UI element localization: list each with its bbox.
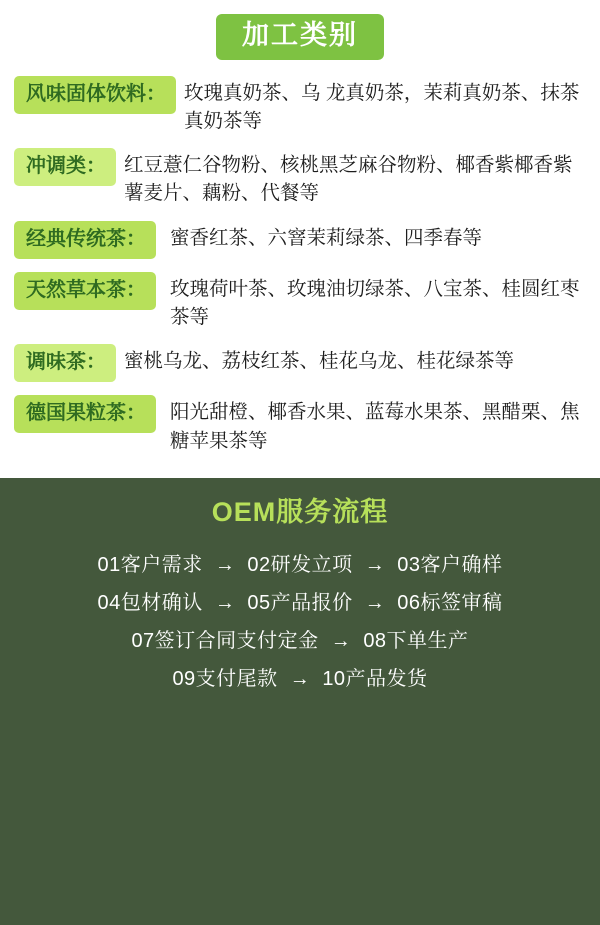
arrow-icon: → bbox=[364, 554, 386, 577]
category-label: 天然草本茶： bbox=[14, 272, 156, 310]
arrow-icon: → bbox=[330, 630, 352, 653]
flow-step: 09支付尾款 bbox=[172, 668, 278, 691]
category-row bbox=[0, 148, 600, 208]
oem-title: OEM服务流程 bbox=[211, 496, 389, 527]
flow-step: 06标签审稿 bbox=[397, 592, 503, 615]
flow-step: 07签订合同支付定金 bbox=[131, 630, 319, 653]
category-label: 风味固体饮料： bbox=[14, 76, 176, 114]
flow-line bbox=[0, 584, 600, 622]
arrow-icon: → bbox=[289, 668, 311, 691]
category-value: 阳光甜橙、椰香水果、蓝莓水果茶、黑醋栗、焦糖苹果茶等 bbox=[170, 401, 580, 452]
category-row bbox=[0, 76, 600, 136]
category-row bbox=[0, 221, 600, 259]
category-value: 玫瑰真奶茶、乌 龙真奶茶，茉莉真奶茶、抹茶真奶茶等 bbox=[184, 81, 580, 132]
category-value: 蜜香红茶、六窨茉莉绿茶、四季春等 bbox=[170, 226, 483, 249]
main-title-container bbox=[0, 14, 600, 60]
arrow-icon: → bbox=[214, 592, 236, 615]
category-value: 蜜桃乌龙、荔枝红茶、桂花乌龙、桂花绿茶等 bbox=[124, 350, 515, 373]
category-value: 玫瑰荷叶茶、玫瑰油切绿茶、八宝茶、桂圆红枣茶等 bbox=[170, 277, 580, 329]
category-label: 冲调类： bbox=[14, 148, 116, 186]
category-value: 红豆薏仁谷物粉、核桃黑芝麻谷物粉、椰香紫椰香紫薯麦片、藕粉、代餐等 bbox=[124, 154, 573, 205]
category-label: 经典传统茶： bbox=[14, 221, 156, 259]
category-label: 德国果粒茶： bbox=[14, 395, 156, 433]
flow-step: 08下单生产 bbox=[363, 630, 469, 653]
flow-step: 04包材确认 bbox=[97, 592, 203, 615]
arrow-icon: → bbox=[364, 592, 386, 615]
category-row bbox=[0, 272, 600, 332]
category-row bbox=[0, 395, 600, 455]
category-label: 调味茶： bbox=[14, 344, 116, 382]
category-row bbox=[0, 344, 600, 382]
flow-step: 05产品报价 bbox=[247, 592, 353, 615]
oem-process-section bbox=[0, 478, 600, 925]
flow-line bbox=[0, 622, 600, 660]
flow-step: 02研发立项 bbox=[247, 554, 353, 577]
flow-step: 10产品发货 bbox=[322, 668, 428, 691]
flow-step: 03客户确样 bbox=[397, 554, 503, 577]
arrow-icon: → bbox=[214, 554, 236, 577]
page-title: 加工类别 bbox=[216, 14, 384, 60]
flow-line bbox=[0, 546, 600, 584]
flow-line bbox=[0, 660, 600, 698]
flow-step: 01客户需求 bbox=[97, 554, 203, 577]
